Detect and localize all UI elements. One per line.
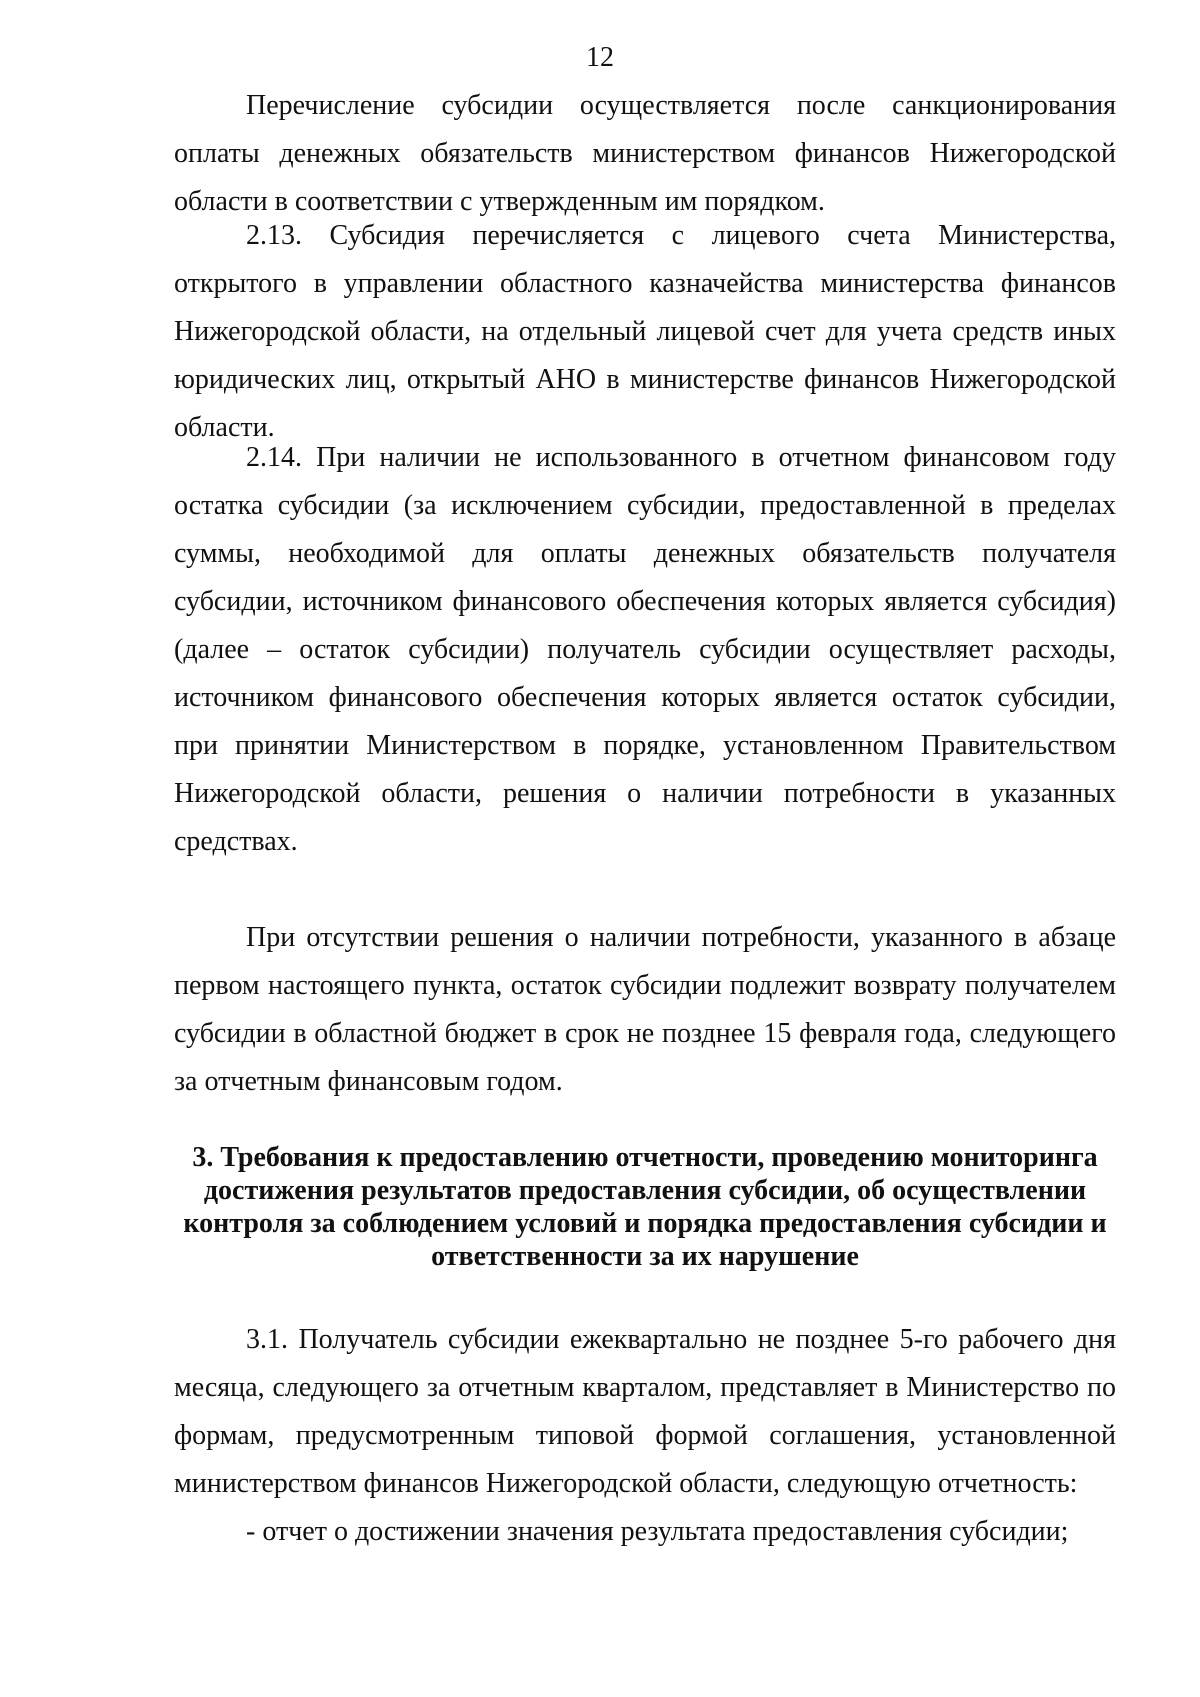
- paragraph-transfer-subsidy: Перечисление субсидии осуществляется после санкционирования оплаты денежных обязательств министерством финансов Нижегородской области в соответствии с утвержденным им порядком.: [174, 90, 1116, 217]
- section-heading-line: ответственности за их нарушение: [431, 1241, 859, 1272]
- section-heading-line: контроля за соблюдением условий и порядка предоставления субсидии и: [183, 1208, 1107, 1239]
- paragraph-absence-of-decision: При отсутствии решения о наличии потребности, указанного в абзаце первом настоящего пункта, остаток субсидии подлежит возврату получателем субсидии в областной бюджет в срок не позднее 15 февраля года, следующего за отчетным финансовым годом.: [174, 922, 1116, 1097]
- paragraph-3-1: 3.1. Получатель субсидии ежеквартально не позднее 5-го рабочего дня месяца, следующего за отчетным кварталом, представляет в Министерство по формам, предусмотренным типовой формой соглашения, установленной министерством финансов Нижегородской области, следующую отчетность:: [174, 1324, 1116, 1499]
- section-3-heading: [174, 1141, 1116, 1273]
- paragraph-2-14: 2.14. При наличии не использованного в отчетном финансовом году остатка субсидии (за исключением субсидии, предоставленной в пределах суммы, необходимой для оплаты денежных обязательств получателя субсидии, источником финансового обеспечения которых является субсидия) (далее – остаток субсидии) получатель субсидии осуществляет расходы, источником финансового обеспечения которых является остаток субсидии, при принятии Министерством в порядке, установленном Правительством Нижегородской области, решения о наличии потребности в указанных средствах.: [174, 442, 1116, 857]
- page-number: 12: [586, 42, 614, 73]
- paragraph-2-13: 2.13. Субсидия перечисляется с лицевого счета Министерства, открытого в управлении областного казначейства министерства финансов Нижегородской области, на отдельный лицевой счет для учета средств иных юридических лиц, открытый АНО в министерстве финансов Нижегородской области.: [174, 220, 1116, 443]
- section-heading-line: 3. Требования к предоставлению отчетности, проведению мониторинга: [192, 1142, 1098, 1173]
- section-heading-line: достижения результатов предоставления субсидии, об осуществлении: [203, 1175, 1087, 1206]
- list-item-report: - отчет о достижении значения результата предоставления субсидии;: [246, 1516, 1069, 1547]
